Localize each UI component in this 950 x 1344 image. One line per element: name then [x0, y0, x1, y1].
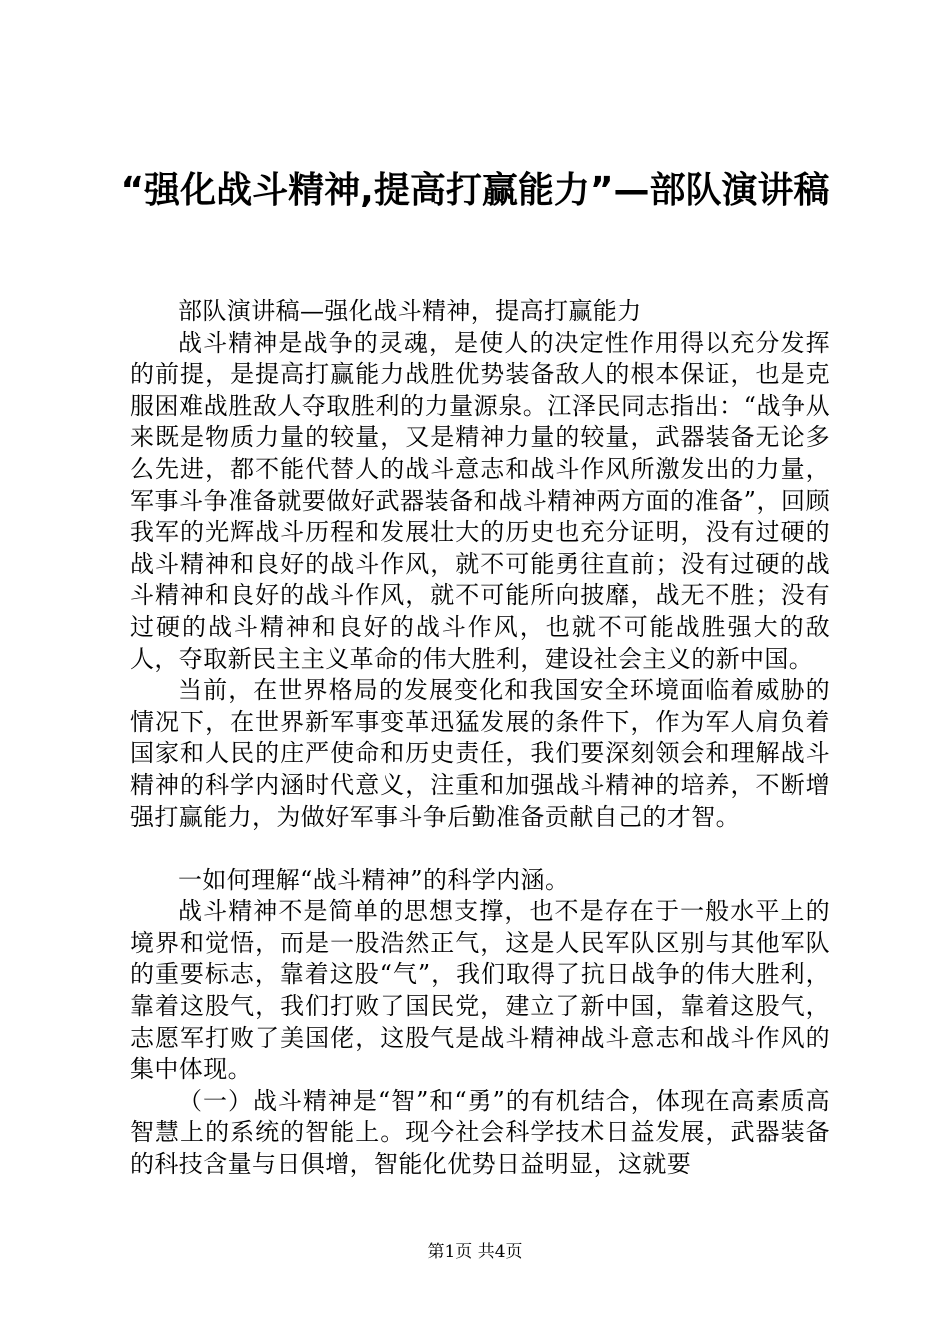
section-heading: 一如何理解“战斗精神”的科学内涵。 — [178, 865, 570, 894]
paragraph-subtitle: 部队演讲稿—强化战斗精神，提高打赢能力 — [178, 297, 642, 325]
document-title: “强化战斗精神,提高打赢能力”—部队演讲稿 — [120, 170, 830, 211]
document-body — [130, 296, 830, 1181]
page-number-footer: 第1页 共4页 — [427, 1242, 523, 1262]
paragraph: 当前，在世界格局的发展变化和我国安全环境面临着威胁的情况下，在世界新军事变革迅猛发展的条件下，作为军人肩负着国家和人民的庄严使命和历史责任，我们要深刻领会和理解战斗精神的科学内涵时代意义，注重和加强战斗精神的培养，不断增强打赢能力，为做好军事斗争后勤准备贡献自己的才智。 — [130, 676, 830, 831]
paragraph: 战斗精神是战争的灵魂，是使人的决定性作用得以充分发挥的前提，是提高打赢能力战胜优势装备敌人的根本保证，也是克服困难战胜敌人夺取胜利的力量源泉。江泽民同志指出：“战争从来既是物质力量的较量，又是精神力量的较量，武器装备无论多么先进，都不能代替人的战斗意志和战斗作风所激发出的力量，军事斗争准备就要做好武器装备和战斗精神两方面的准备”，回顾我军的光辉战斗历程和发展壮大的历史也充分证明，没有过硬的战斗精神和良好的战斗作风，就不可能勇往直前；没有过硬的战斗精神和良好的战斗作风，就不可能所向披靡，战无不胜；没有过硬的战斗精神和良好的战斗作风，也就不可能战胜强大的敌人，夺取新民主主义革命的伟大胜利，建设社会主义的新中国。 — [130, 328, 830, 673]
paragraph: （一）战斗精神是“智”和“勇”的有机结合，体现在高素质高智慧上的系统的智能上。现今社会科学技术日益发展，武器装备的科技含量与日俱增，智能化优势日益明显，这就要 — [130, 1086, 830, 1179]
paragraph: 战斗精神不是简单的思想支撑，也不是存在于一般水平上的境界和觉悟，而是一股浩然正气，这是人民军队区别与其他军队的重要标志，靠着这股“气”，我们取得了抗日战争的伟大胜利，靠着这股气，我们打败了国民党，建立了新中国，靠着这股气，志愿军打败了美国佬，这股气是战斗精神战斗意志和战斗作风的集中体现。 — [130, 897, 830, 1084]
